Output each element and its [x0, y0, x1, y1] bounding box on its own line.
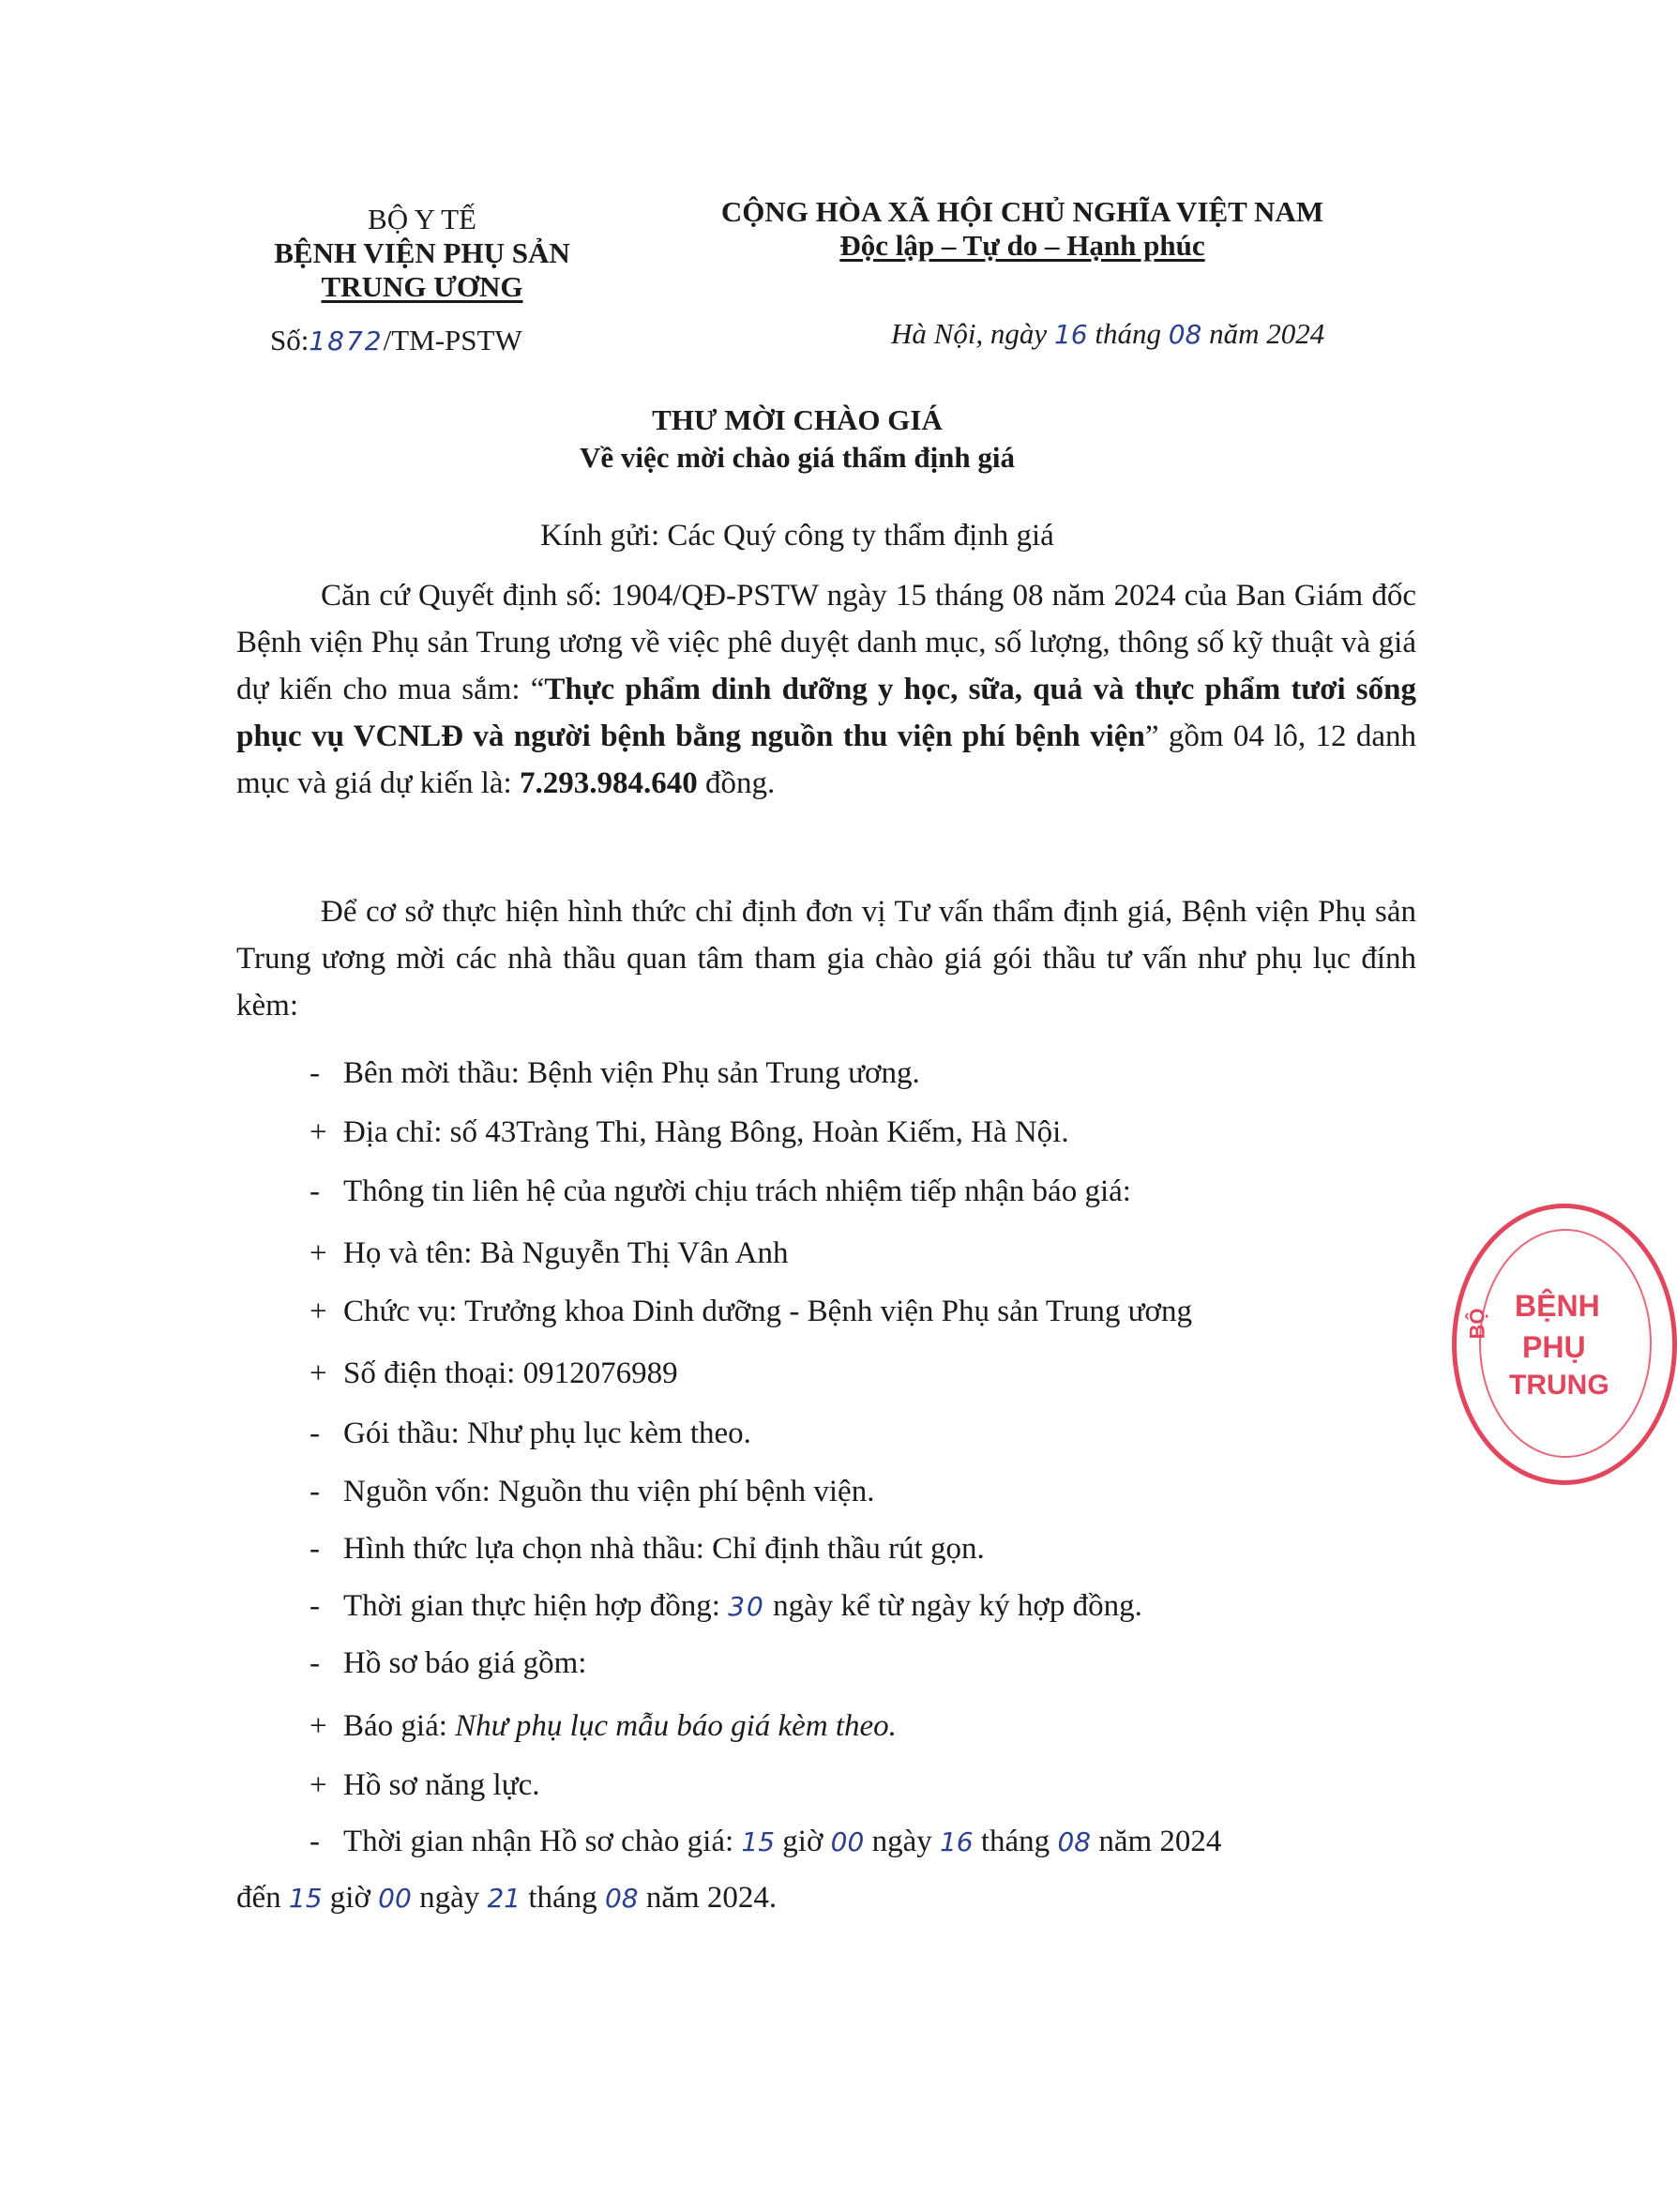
quote-value: Như phụ lục mẫu báo giá kèm theo.	[455, 1709, 897, 1743]
duration-suffix: ngày kể từ ngày ký hợp đồng.	[773, 1589, 1142, 1623]
greeting: Kính gửi: Các Quý công ty thẩm định giá	[540, 519, 1054, 553]
official-stamp	[1452, 1204, 1677, 1485]
number-suffix: /TM-PSTW	[383, 324, 522, 356]
list-item-quote: + Báo giá: Như phụ lục mẫu báo giá kèm theo.	[310, 1709, 897, 1743]
label-ngay-2: ngày	[419, 1881, 480, 1915]
label-ngay: ngày	[871, 1825, 932, 1858]
list-item-capability: + Hồ sơ năng lực.	[310, 1768, 540, 1802]
document-number	[270, 324, 522, 358]
document-subtitle: Về việc mời chào giá thẩm định giá	[579, 441, 1016, 474]
date-month-label: tháng	[1095, 317, 1161, 350]
paragraph-basis	[236, 572, 1416, 807]
country-name: CỘNG HÒA XÃ HỘI CHỦ NGHĨA VIỆT NAM	[720, 195, 1324, 228]
header-right	[685, 195, 1360, 263]
to-day: 21	[487, 1883, 521, 1914]
dossier-text: Hồ sơ báo giá gồm:	[343, 1646, 587, 1680]
list-item-dossier: - Hồ sơ báo giá gồm:	[310, 1646, 587, 1680]
label-den: đến	[236, 1881, 281, 1915]
hospital-name-line1: BỆNH VIỆN PHỤ SẢN	[274, 236, 570, 269]
from-year: năm 2024	[1098, 1825, 1222, 1858]
receive-prefix: Thời gian nhận Hồ sơ chào giá:	[343, 1825, 734, 1858]
label-gio: giờ	[782, 1825, 823, 1858]
basis-text-b: ” gồm 04 lô, 12 danh mục và giá dự kiến là:	[236, 720, 1416, 800]
document-title: THƯ MỜI CHÀO GIÁ	[652, 403, 943, 436]
from-month: 08	[1057, 1826, 1092, 1857]
date-prefix: Hà Nội, ngày	[891, 317, 1048, 350]
list-item-package: - Gói thầu: Như phụ lục kèm theo.	[310, 1417, 751, 1450]
label-gio-2: giờ	[329, 1881, 370, 1915]
basis-text-c: đồng.	[697, 766, 776, 800]
contact-info-text: Thông tin liên hệ của người chịu trách nhiệm tiếp nhận báo giá:	[343, 1174, 1131, 1208]
quote-label: Báo giá:	[343, 1709, 456, 1743]
list-item-inviter: - Bên mời thầu: Bệnh viện Phụ sản Trung ương.	[310, 1056, 920, 1090]
basis-estimated-price: 7.293.984.640	[519, 766, 698, 800]
date-month: 08	[1168, 319, 1202, 350]
document-date	[891, 317, 1324, 352]
stamp-line1: BỆNH	[1515, 1289, 1600, 1323]
to-hour: 15	[288, 1883, 323, 1914]
method-text: Hình thức lựa chọn nhà thầu: Chỉ định thầu rút gọn.	[343, 1532, 985, 1566]
stamp-line3: TRUNG	[1509, 1370, 1609, 1401]
capability-text: Hồ sơ năng lực.	[343, 1768, 540, 1802]
list-item-name: + Họ và tên: Bà Nguyễn Thị Vân Anh	[310, 1236, 789, 1270]
duration-value: 30	[728, 1591, 765, 1622]
date-day: 16	[1053, 319, 1088, 350]
list-item-receive-time: - Thời gian nhận Hồ sơ chào giá: 15 giờ 00 ngày 16 tháng 08 năm 2024	[310, 1825, 1222, 1858]
date-year: năm 2024	[1209, 317, 1325, 350]
duration-prefix: Thời gian thực hiện hợp đồng:	[343, 1589, 720, 1623]
list-item-duration: - Thời gian thực hiện hợp đồng: 30 ngày kể từ ngày ký hợp đồng.	[310, 1589, 1142, 1623]
basis-text-a: Căn cứ Quyết định số: 1904/QĐ-PSTW ngày 15 tháng 08 năm 2024 của Ban Giám đốc Bệnh viện Phụ sản Trung ương về việc phê duyệt danh mục, số lượng, thông số kỹ thuật và giá dự kiến cho mua sắm: “	[236, 579, 1416, 706]
list-item-contact-info: - Thông tin liên hệ của người chịu trách nhiệm tiếp nhận báo giá:	[310, 1174, 1131, 1208]
funding-text: Nguồn vốn: Nguồn thu viện phí bệnh viện.	[343, 1475, 875, 1508]
number-handwritten: 1872	[309, 326, 384, 356]
from-hour: 15	[741, 1826, 776, 1857]
name-text: Họ và tên: Bà Nguyễn Thị Vân Anh	[343, 1236, 789, 1270]
national-motto: Độc lập – Tự do – Hạnh phúc	[839, 229, 1205, 262]
from-minute: 00	[830, 1826, 865, 1857]
label-thang-2: tháng	[528, 1881, 597, 1915]
package-text: Gói thầu: Như phụ lục kèm theo.	[343, 1417, 751, 1450]
to-minute: 00	[378, 1883, 412, 1914]
phone-text: Số điện thoại: 0912076989	[343, 1356, 678, 1390]
list-item-phone: + Số điện thoại: 0912076989	[310, 1356, 678, 1390]
position-text: Chức vụ: Trưởng khoa Dinh dưỡng - Bệnh viện Phụ sản Trung ương	[343, 1295, 1192, 1328]
stamp-side-text: BỘ	[1465, 1308, 1489, 1340]
to-year: năm 2024.	[645, 1881, 778, 1915]
from-day: 16	[939, 1826, 974, 1857]
list-item-address: + Địa chỉ: số 43Tràng Thi, Hàng Bông, Hoàn Kiếm, Hà Nội.	[310, 1115, 1069, 1149]
stamp-line2: PHỤ	[1522, 1330, 1586, 1364]
number-prefix: Số:	[270, 324, 310, 356]
receive-time-end	[236, 1881, 777, 1916]
label-thang: tháng	[980, 1825, 1050, 1858]
header-left	[234, 203, 610, 304]
ministry-name: BỘ Y TẾ	[368, 203, 476, 235]
address-text: Địa chỉ: số 43Tràng Thi, Hàng Bông, Hoàn Kiếm, Hà Nội.	[343, 1115, 1069, 1149]
hospital-name-line2: TRUNG ƯƠNG	[321, 270, 523, 303]
list-item-method: - Hình thức lựa chọn nhà thầu: Chỉ định thầu rút gọn.	[310, 1532, 985, 1566]
to-month: 08	[604, 1883, 639, 1914]
list-item-funding: - Nguồn vốn: Nguồn thu viện phí bệnh viện.	[310, 1475, 875, 1508]
inviter-text: Bên mời thầu: Bệnh viện Phụ sản Trung ương.	[343, 1056, 920, 1090]
basis-package-name: Thực phẩm dinh dưỡng y học, sữa, quả và thực phẩm tươi sống phục vụ VCNLĐ và người bệnh bằng nguồn thu viện phí bệnh viện	[236, 673, 1416, 753]
list-item-position: + Chức vụ: Trưởng khoa Dinh dưỡng - Bệnh viện Phụ sản Trung ương	[310, 1295, 1192, 1328]
paragraph-invitation: Để cơ sở thực hiện hình thức chỉ định đơn vị Tư vấn thẩm định giá, Bệnh viện Phụ sản Trung ương mời các nhà thầu quan tâm tham gia chào giá gói thầu tư vấn như phụ lục đính kèm:	[236, 895, 1416, 1023]
